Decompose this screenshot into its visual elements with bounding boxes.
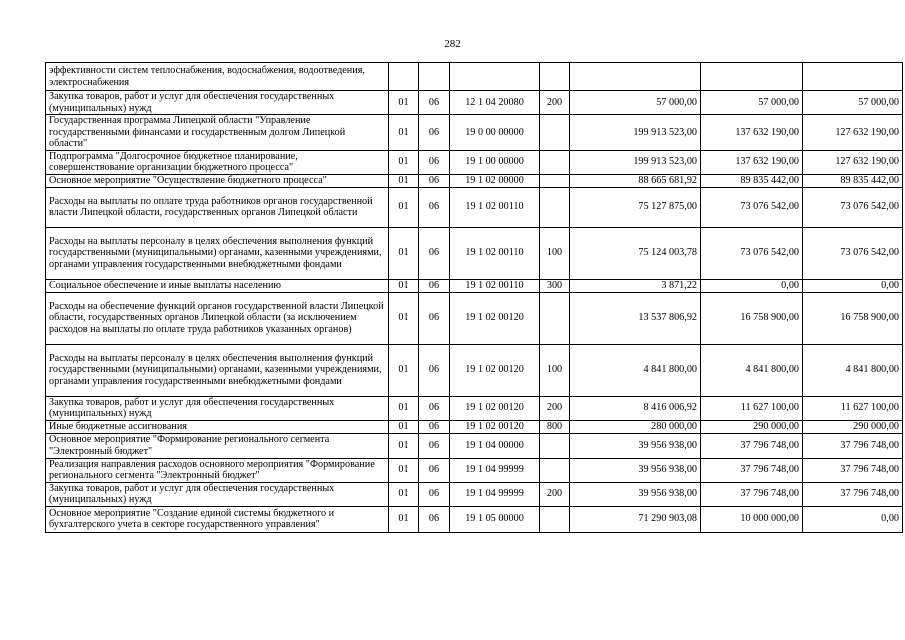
row-sum-year-1: 8 416 006,92 [570, 396, 701, 420]
table-row [46, 63, 903, 91]
row-sum-year-3: 0,00 [803, 506, 903, 532]
table-row [46, 292, 903, 344]
row-target-article: 19 1 02 00120 [450, 344, 540, 396]
row-target-article [450, 63, 540, 91]
row-expense-type: 100 [540, 227, 570, 279]
row-expense-type [540, 174, 570, 187]
row-podrazdel: 06 [419, 506, 450, 532]
row-target-article: 19 1 00 00000 [450, 150, 540, 174]
row-target-article: 19 1 04 99999 [450, 458, 540, 482]
row-name: Расходы на выплаты по оплате труда работников органов государственной власти Липецкой области, государственных органов Липецкой области [46, 187, 389, 227]
row-razdel: 01 [389, 396, 419, 420]
row-sum-year-1 [570, 63, 701, 91]
row-name: Расходы на выплаты персоналу в целях обеспечения выполнения функций государственными (муниципальными) органами, казенными учреждениями, органами управления государственными внебюджетными фондами [46, 344, 389, 396]
row-razdel: 01 [389, 292, 419, 344]
row-expense-type [540, 458, 570, 482]
row-sum-year-1: 39 956 938,00 [570, 433, 701, 458]
row-razdel: 01 [389, 482, 419, 506]
row-target-article: 19 1 02 00110 [450, 279, 540, 292]
row-sum-year-2: 37 796 748,00 [701, 458, 803, 482]
table-row [46, 396, 903, 420]
row-podrazdel: 06 [419, 187, 450, 227]
row-razdel: 01 [389, 150, 419, 174]
row-sum-year-1: 199 913 523,00 [570, 150, 701, 174]
row-sum-year-1: 199 913 523,00 [570, 115, 701, 151]
row-name: Расходы на выплаты персоналу в целях обеспечения выполнения функций государственными (муниципальными) органами, казенными учреждениями, органами управления государственными внебюджетными фондами [46, 227, 389, 279]
row-podrazdel: 06 [419, 150, 450, 174]
row-podrazdel: 06 [419, 115, 450, 151]
table-row [46, 115, 903, 151]
row-target-article: 19 1 02 00110 [450, 227, 540, 279]
row-expense-type [540, 150, 570, 174]
row-expense-type: 800 [540, 420, 570, 433]
row-sum-year-3: 57 000,00 [803, 91, 903, 115]
row-name: Социальное обеспечение и иные выплаты населению [46, 279, 389, 292]
row-sum-year-3: 37 796 748,00 [803, 482, 903, 506]
row-razdel: 01 [389, 458, 419, 482]
row-target-article: 19 1 02 00000 [450, 174, 540, 187]
row-name: Иные бюджетные ассигнования [46, 420, 389, 433]
table-body [46, 63, 903, 533]
row-podrazdel [419, 63, 450, 91]
row-razdel [389, 63, 419, 91]
row-sum-year-2: 73 076 542,00 [701, 187, 803, 227]
row-sum-year-1: 280 000,00 [570, 420, 701, 433]
row-sum-year-3: 89 835 442,00 [803, 174, 903, 187]
row-expense-type: 200 [540, 91, 570, 115]
row-sum-year-2: 89 835 442,00 [701, 174, 803, 187]
row-name: Основное мероприятие "Формирование регионального сегмента "Электронный бюджет" [46, 433, 389, 458]
row-sum-year-2: 4 841 800,00 [701, 344, 803, 396]
row-sum-year-3: 37 796 748,00 [803, 458, 903, 482]
row-sum-year-3: 127 632 190,00 [803, 115, 903, 151]
table-row [46, 279, 903, 292]
row-podrazdel: 06 [419, 482, 450, 506]
table-row [46, 227, 903, 279]
row-podrazdel: 06 [419, 458, 450, 482]
row-podrazdel: 06 [419, 344, 450, 396]
row-expense-type [540, 115, 570, 151]
table-row [46, 420, 903, 433]
row-name: Реализация направления расходов основного мероприятия "Формирование регионального сегмента "Электронный бюджет" [46, 458, 389, 482]
row-podrazdel: 06 [419, 174, 450, 187]
row-sum-year-2 [701, 63, 803, 91]
row-name: Подпрограмма "Долгосрочное бюджетное планирование, совершенствование организации бюджетного процесса" [46, 150, 389, 174]
table-row [46, 506, 903, 532]
table-row [46, 433, 903, 458]
row-sum-year-3: 11 627 100,00 [803, 396, 903, 420]
row-expense-type: 200 [540, 482, 570, 506]
row-target-article: 19 0 00 00000 [450, 115, 540, 151]
row-sum-year-2: 16 758 900,00 [701, 292, 803, 344]
row-target-article: 19 1 05 00000 [450, 506, 540, 532]
row-name: Расходы на обеспечение функций органов государственной власти Липецкой области, государственных органов Липецкой области (за исключением расходов на выплаты по оплате труда работников указанных органов) [46, 292, 389, 344]
row-expense-type [540, 187, 570, 227]
row-sum-year-1: 75 127 875,00 [570, 187, 701, 227]
row-sum-year-2: 290 000,00 [701, 420, 803, 433]
row-razdel: 01 [389, 420, 419, 433]
row-expense-type: 200 [540, 396, 570, 420]
table-row [46, 482, 903, 506]
row-target-article: 19 1 02 00110 [450, 187, 540, 227]
row-expense-type: 300 [540, 279, 570, 292]
row-name: Основное мероприятие "Создание единой системы бюджетного и бухгалтерского учета в секторе государственного управления" [46, 506, 389, 532]
row-sum-year-3: 73 076 542,00 [803, 227, 903, 279]
row-expense-type: 100 [540, 344, 570, 396]
row-podrazdel: 06 [419, 396, 450, 420]
row-sum-year-1: 13 537 806,92 [570, 292, 701, 344]
row-expense-type [540, 292, 570, 344]
row-razdel: 01 [389, 227, 419, 279]
row-sum-year-2: 37 796 748,00 [701, 433, 803, 458]
row-sum-year-3: 73 076 542,00 [803, 187, 903, 227]
row-razdel: 01 [389, 187, 419, 227]
row-expense-type [540, 63, 570, 91]
row-sum-year-2: 0,00 [701, 279, 803, 292]
page-number: 282 [444, 38, 461, 50]
row-razdel: 01 [389, 115, 419, 151]
row-expense-type [540, 433, 570, 458]
row-name: эффективности систем теплоснабжения, водоснабжения, водоотведения, электроснабжения [46, 63, 389, 91]
row-expense-type [540, 506, 570, 532]
row-name: Закупка товаров, работ и услуг для обеспечения государственных (муниципальных) нужд [46, 482, 389, 506]
row-target-article: 12 1 04 20080 [450, 91, 540, 115]
row-sum-year-1: 57 000,00 [570, 91, 701, 115]
row-target-article: 19 1 04 00000 [450, 433, 540, 458]
row-sum-year-3: 290 000,00 [803, 420, 903, 433]
row-podrazdel: 06 [419, 433, 450, 458]
row-podrazdel: 06 [419, 420, 450, 433]
row-podrazdel: 06 [419, 91, 450, 115]
row-podrazdel: 06 [419, 227, 450, 279]
row-sum-year-1: 39 956 938,00 [570, 482, 701, 506]
row-sum-year-3: 4 841 800,00 [803, 344, 903, 396]
row-sum-year-2: 137 632 190,00 [701, 150, 803, 174]
row-sum-year-2: 11 627 100,00 [701, 396, 803, 420]
row-sum-year-3: 37 796 748,00 [803, 433, 903, 458]
row-sum-year-3: 127 632 190,00 [803, 150, 903, 174]
row-podrazdel: 06 [419, 279, 450, 292]
row-sum-year-2: 73 076 542,00 [701, 227, 803, 279]
table-row [46, 150, 903, 174]
row-podrazdel: 06 [419, 292, 450, 344]
table-row [46, 344, 903, 396]
budget-table [45, 62, 903, 533]
row-razdel: 01 [389, 433, 419, 458]
table-row [46, 187, 903, 227]
row-sum-year-2: 37 796 748,00 [701, 482, 803, 506]
row-sum-year-3: 0,00 [803, 279, 903, 292]
row-target-article: 19 1 02 00120 [450, 292, 540, 344]
row-name: Закупка товаров, работ и услуг для обеспечения государственных (муниципальных) нужд [46, 91, 389, 115]
row-sum-year-3: 16 758 900,00 [803, 292, 903, 344]
row-sum-year-1: 71 290 903,08 [570, 506, 701, 532]
row-name: Основное мероприятие "Осуществление бюджетного процесса" [46, 174, 389, 187]
row-razdel: 01 [389, 344, 419, 396]
row-sum-year-1: 75 124 003,78 [570, 227, 701, 279]
table-row [46, 458, 903, 482]
row-sum-year-1: 3 871,22 [570, 279, 701, 292]
row-sum-year-1: 88 665 681,92 [570, 174, 701, 187]
row-razdel: 01 [389, 91, 419, 115]
row-sum-year-2: 137 632 190,00 [701, 115, 803, 151]
row-sum-year-1: 39 956 938,00 [570, 458, 701, 482]
row-name: Закупка товаров, работ и услуг для обеспечения государственных (муниципальных) нужд [46, 396, 389, 420]
row-sum-year-2: 57 000,00 [701, 91, 803, 115]
table-row [46, 91, 903, 115]
row-razdel: 01 [389, 506, 419, 532]
row-razdel: 01 [389, 174, 419, 187]
row-sum-year-3 [803, 63, 903, 91]
table-row [46, 174, 903, 187]
row-razdel: 01 [389, 279, 419, 292]
row-name: Государственная программа Липецкой области "Управление государственными финансами и государственным долгом Липецкой области" [46, 115, 389, 151]
row-target-article: 19 1 02 00120 [450, 396, 540, 420]
row-sum-year-1: 4 841 800,00 [570, 344, 701, 396]
row-sum-year-2: 10 000 000,00 [701, 506, 803, 532]
row-target-article: 19 1 04 99999 [450, 482, 540, 506]
row-target-article: 19 1 02 00120 [450, 420, 540, 433]
